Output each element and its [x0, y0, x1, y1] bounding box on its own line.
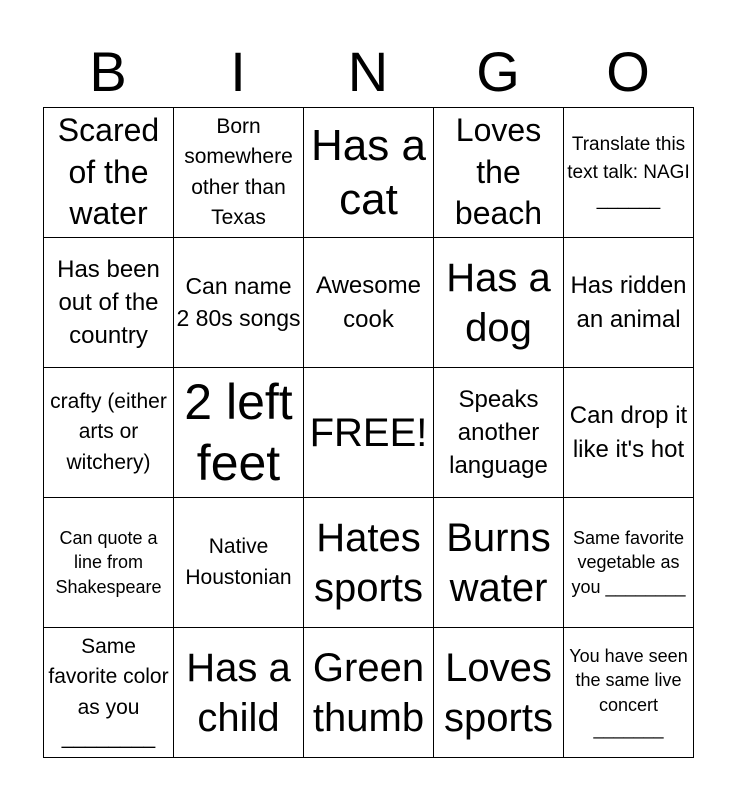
header-letter-n: N [347, 40, 389, 103]
bingo-cell[interactable]: Has been out of the country [44, 238, 174, 368]
bingo-cell[interactable]: Can drop it like it's hot [564, 368, 694, 498]
header-letter-g: G [476, 40, 520, 103]
bingo-cell[interactable]: You have seen the same live concert _______ [564, 628, 694, 758]
bingo-cell[interactable]: Same favorite color as you ________ [44, 628, 174, 758]
bingo-cell[interactable]: Has a dog [434, 238, 564, 368]
bingo-cell[interactable]: Scared of the water [44, 108, 174, 238]
bingo-cell[interactable]: Can name 2 80s songs [174, 238, 304, 368]
bingo-cell[interactable]: Green thumb [304, 628, 434, 758]
bingo-cell[interactable]: Born somewhere other than Texas [174, 108, 304, 238]
bingo-cell[interactable]: 2 left feet [174, 368, 304, 498]
bingo-cell[interactable]: Burns water [434, 498, 564, 628]
header-letter-o: O [606, 40, 650, 103]
bingo-header [43, 38, 693, 106]
bingo-cell[interactable]: Has a child [174, 628, 304, 758]
bingo-cell[interactable]: Can quote a line from Shakespeare [44, 498, 174, 628]
bingo-cell[interactable]: Awesome cook [304, 238, 434, 368]
bingo-cell[interactable]: Hates sports [304, 498, 434, 628]
bingo-cell[interactable]: Speaks another language [434, 368, 564, 498]
bingo-cell[interactable]: Has a cat [304, 108, 434, 238]
bingo-cell[interactable]: Translate this text talk: NAGI ______ [564, 108, 694, 238]
header-letter-i: I [230, 40, 246, 103]
bingo-cell[interactable]: crafty (either arts or witchery) [44, 368, 174, 498]
bingo-cell[interactable]: Loves sports [434, 628, 564, 758]
bingo-cell[interactable]: Has ridden an animal [564, 238, 694, 368]
free-space[interactable]: FREE! [304, 368, 434, 498]
bingo-cell[interactable]: Native Houstonian [174, 498, 304, 628]
header-letter-b: B [89, 40, 127, 103]
bingo-cell[interactable]: Same favorite vegetable as you ________ [564, 498, 694, 628]
bingo-cell[interactable]: Loves the beach [434, 108, 564, 238]
bingo-card-grid [43, 107, 694, 758]
